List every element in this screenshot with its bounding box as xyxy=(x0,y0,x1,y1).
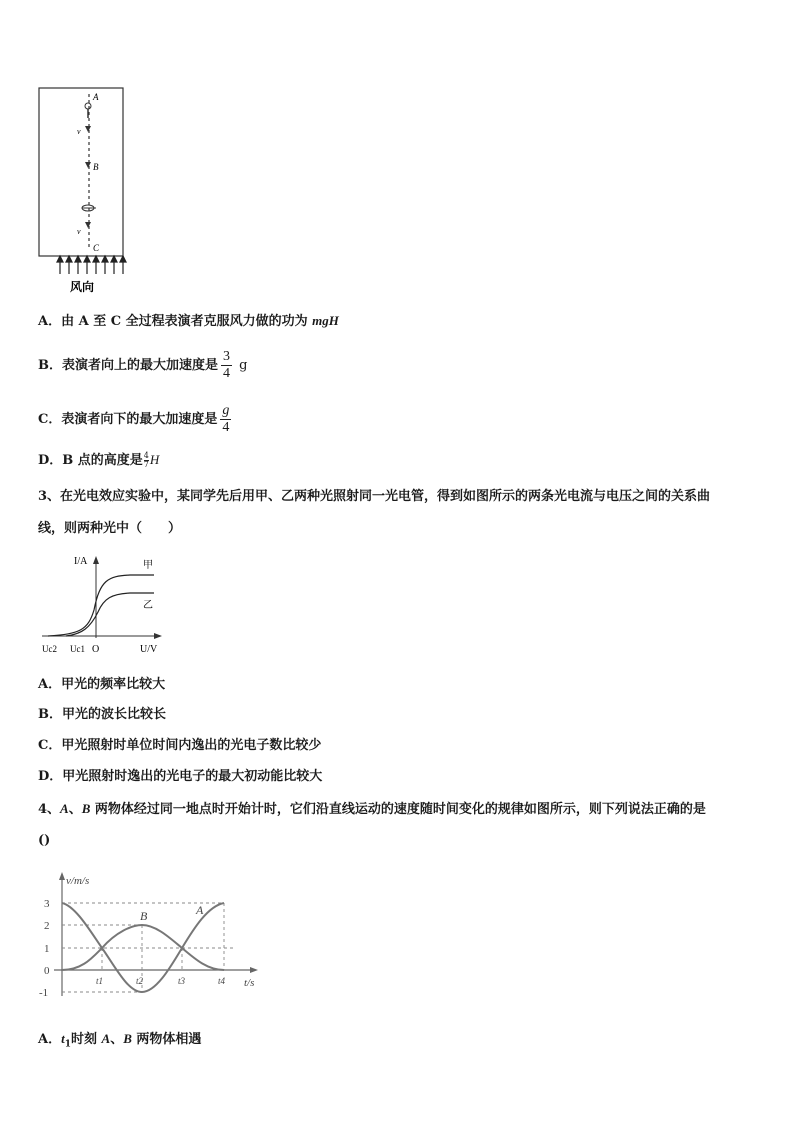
wind-tunnel-figure xyxy=(36,86,136,301)
q3-option-c[interactable]: C．甲光照射时单位时间内逸出的光电子数比较少 xyxy=(38,738,322,753)
wind-tunnel-diagram xyxy=(36,86,136,301)
wind-direction-caption: 风向 xyxy=(70,280,95,294)
label-a: A xyxy=(93,92,99,102)
photoelectric-figure xyxy=(40,550,170,660)
ytick-1: 1 xyxy=(44,943,50,955)
q3-stem-line2: 线，则两种光中（ ） xyxy=(38,521,182,536)
uc1-label: Uc1 xyxy=(70,644,85,654)
velocity-time-graph xyxy=(36,868,276,1003)
curve-jia-label: 甲 xyxy=(143,560,153,571)
ytick-neg1: -1 xyxy=(39,987,49,999)
velocity-time-figure xyxy=(36,868,276,1003)
q2-option-d[interactable]: D．B 点的高度是 $\frac{4}{7}$ H xyxy=(38,451,160,469)
q2-option-a[interactable]: A．由 A 至 C 全过程表演者克服风力做的功为 mgH xyxy=(38,313,339,329)
ytick-0: 0 xyxy=(44,965,50,977)
curve-a-label: A xyxy=(196,903,204,917)
xtick-t3: t3 xyxy=(178,976,186,986)
t-axis-label: t/s xyxy=(244,977,255,989)
label-b: B xyxy=(93,162,99,172)
q3-option-d[interactable]: D．甲光照射时逸出的光电子的最大初动能比较大 xyxy=(38,769,323,784)
q3-stem-line1: 3、在光电效应实验中，某同学先后用甲、乙两种光照射同一光电管，得到如图所示的两条光电流与电压之间的关系曲 xyxy=(38,489,711,504)
q4-stem-line2: () xyxy=(38,833,51,848)
photoelectric-graph xyxy=(40,550,170,660)
label-v-bottom: v xyxy=(77,227,81,236)
v-axis-label: v/m/s xyxy=(66,875,90,887)
x-axis-label: U/V xyxy=(140,644,158,655)
xtick-t2: t2 xyxy=(136,976,144,986)
curve-b-label: B xyxy=(140,909,148,923)
q2-option-b[interactable]: B．表演者向上的最大加速度是 $\frac{3}{4}$ g xyxy=(38,349,248,381)
ytick-3: 3 xyxy=(44,898,50,910)
y-axis-label: I/A xyxy=(74,556,88,567)
curve-yi-label: 乙 xyxy=(143,600,153,611)
q4-option-a[interactable]: A．$t_1$时刻 A、B 两物体相遇 xyxy=(38,1031,202,1050)
q3-option-b[interactable]: B．甲光的波长比较长 xyxy=(38,707,167,722)
ytick-2: 2 xyxy=(44,920,50,932)
label-v-top: v xyxy=(77,127,81,136)
q3-option-a[interactable]: A．甲光的频率比较大 xyxy=(38,677,166,692)
curve-b xyxy=(62,925,224,970)
label-c: C xyxy=(93,243,100,253)
xtick-t4: t4 xyxy=(218,976,226,986)
xtick-t1: t1 xyxy=(96,976,104,986)
q2-option-c[interactable]: C．表演者向下的最大加速度是 $\frac{g}{4}$ xyxy=(38,403,230,435)
origin-label: O xyxy=(92,644,100,655)
q4-stem-line1: 4、A、B 两物体经过同一地点时开始计时，它们沿直线运动的速度随时间变化的规律如图所示，则下列说法正确的是 xyxy=(38,801,706,817)
uc2-label: Uc2 xyxy=(42,644,57,654)
